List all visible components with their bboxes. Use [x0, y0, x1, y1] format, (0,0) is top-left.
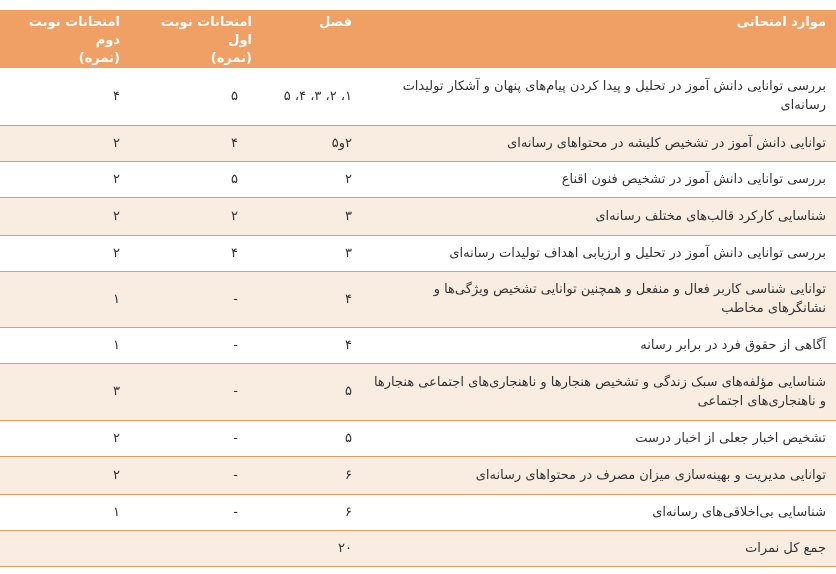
term2-cell: ۲: [0, 125, 130, 161]
item-cell: توانایی مدیریت و بهینه‌سازی میزان مصرف در محتواهای رسانه‌ای: [362, 456, 836, 494]
term2-cell: ۲: [0, 456, 130, 494]
header-item: [362, 10, 836, 68]
total-term2: [0, 530, 130, 566]
exam-table: [0, 10, 836, 567]
item-cell: توانایی شناسی کاربر فعال و منفعل و همچنین توانایی تشخیص ویژگی‌ها و نشانگرهای مخاطب: [362, 271, 836, 327]
item-cell: بررسی توانایی دانش آموز در تشخیص فنون اقناع: [362, 161, 836, 197]
term2-cell: ۱: [0, 271, 130, 327]
table-body: [0, 68, 836, 566]
item-cell: شناسایی مؤلفه‌های سبک زندگی و تشخیص هنجارها و ناهنجاری‌های اجتماعی هنجارها و ناهنجاری‌های اجتماعی: [362, 363, 836, 420]
header-term2-unit: (نمره): [78, 51, 120, 66]
table-row: [0, 494, 836, 530]
term1-cell: -: [130, 271, 262, 327]
term1-cell: -: [130, 420, 262, 456]
term1-cell: ۵: [130, 68, 262, 125]
table-row: [0, 271, 836, 327]
table-row: [0, 456, 836, 494]
table-row: [0, 197, 836, 235]
term1-cell: ۵: [130, 161, 262, 197]
table-row: [0, 327, 836, 363]
chapter-cell: ۵: [262, 363, 362, 420]
total-value: ۲۰: [262, 530, 362, 566]
term2-cell: ۲: [0, 161, 130, 197]
term2-cell: ۱: [0, 494, 130, 530]
item-cell: توانایی دانش آموز در تشخیص کلیشه در محتواهای رسانه‌ای: [362, 125, 836, 161]
header-chapter-label: فصل: [319, 15, 352, 30]
table-row: [0, 161, 836, 197]
table-row: [0, 235, 836, 271]
total-row: [0, 530, 836, 566]
term1-cell: -: [130, 327, 262, 363]
item-cell: بررسی توانایی دانش آموز در تحلیل و ارزیابی اهداف تولیدات رسانه‌ای: [362, 235, 836, 271]
chapter-cell: ۴: [262, 271, 362, 327]
term1-cell: -: [130, 456, 262, 494]
chapter-cell: ۴: [262, 327, 362, 363]
table-row: [0, 363, 836, 420]
item-cell: تشخیص اخبار جعلی از اخبار درست: [362, 420, 836, 456]
term2-cell: ۱: [0, 327, 130, 363]
term2-cell: ۲: [0, 197, 130, 235]
chapter-cell: ۲و۵: [262, 125, 362, 161]
header-term1: [130, 10, 262, 68]
table-row: [0, 420, 836, 456]
total-label: جمع کل نمرات: [362, 530, 836, 566]
chapter-cell: ۱، ۲، ۳، ۴، ۵: [262, 68, 362, 125]
term1-cell: ۴: [130, 235, 262, 271]
term2-cell: ۳: [0, 363, 130, 420]
table-header: [0, 10, 836, 68]
header-term1-unit: (نمره): [210, 51, 252, 66]
chapter-cell: ۲: [262, 161, 362, 197]
term2-cell: ۴: [0, 68, 130, 125]
item-cell: آگاهی از حقوق فرد در برابر رسانه: [362, 327, 836, 363]
chapter-cell: ۳: [262, 197, 362, 235]
chapter-cell: ۶: [262, 494, 362, 530]
chapter-cell: ۳: [262, 235, 362, 271]
header-term2: [0, 10, 130, 68]
item-cell: شناسایی کارکرد قالب‌های مختلف رسانه‌ای: [362, 197, 836, 235]
term1-cell: -: [130, 494, 262, 530]
table-row: [0, 125, 836, 161]
term1-cell: ۲: [130, 197, 262, 235]
header-term2-label: امتحانات نوبت دوم: [28, 15, 120, 48]
table-row: [0, 68, 836, 125]
chapter-cell: ۶: [262, 456, 362, 494]
header-term1-label: امتحانات نوبت اول: [160, 15, 252, 48]
chapter-cell: ۵: [262, 420, 362, 456]
term1-cell: -: [130, 363, 262, 420]
term2-cell: ۲: [0, 235, 130, 271]
item-cell: بررسی توانایی دانش آموز در تحلیل و پیدا کردن پیام‌های پنهان و آشکار تولیدات رسانه‌ای: [362, 68, 836, 125]
header-chapter: [262, 10, 362, 68]
total-term1: [130, 530, 262, 566]
header-item-label: موارد امتحانی: [736, 15, 826, 30]
item-cell: شناسایی بی‌اخلاقی‌های رسانه‌ای: [362, 494, 836, 530]
term1-cell: ۴: [130, 125, 262, 161]
term2-cell: ۲: [0, 420, 130, 456]
